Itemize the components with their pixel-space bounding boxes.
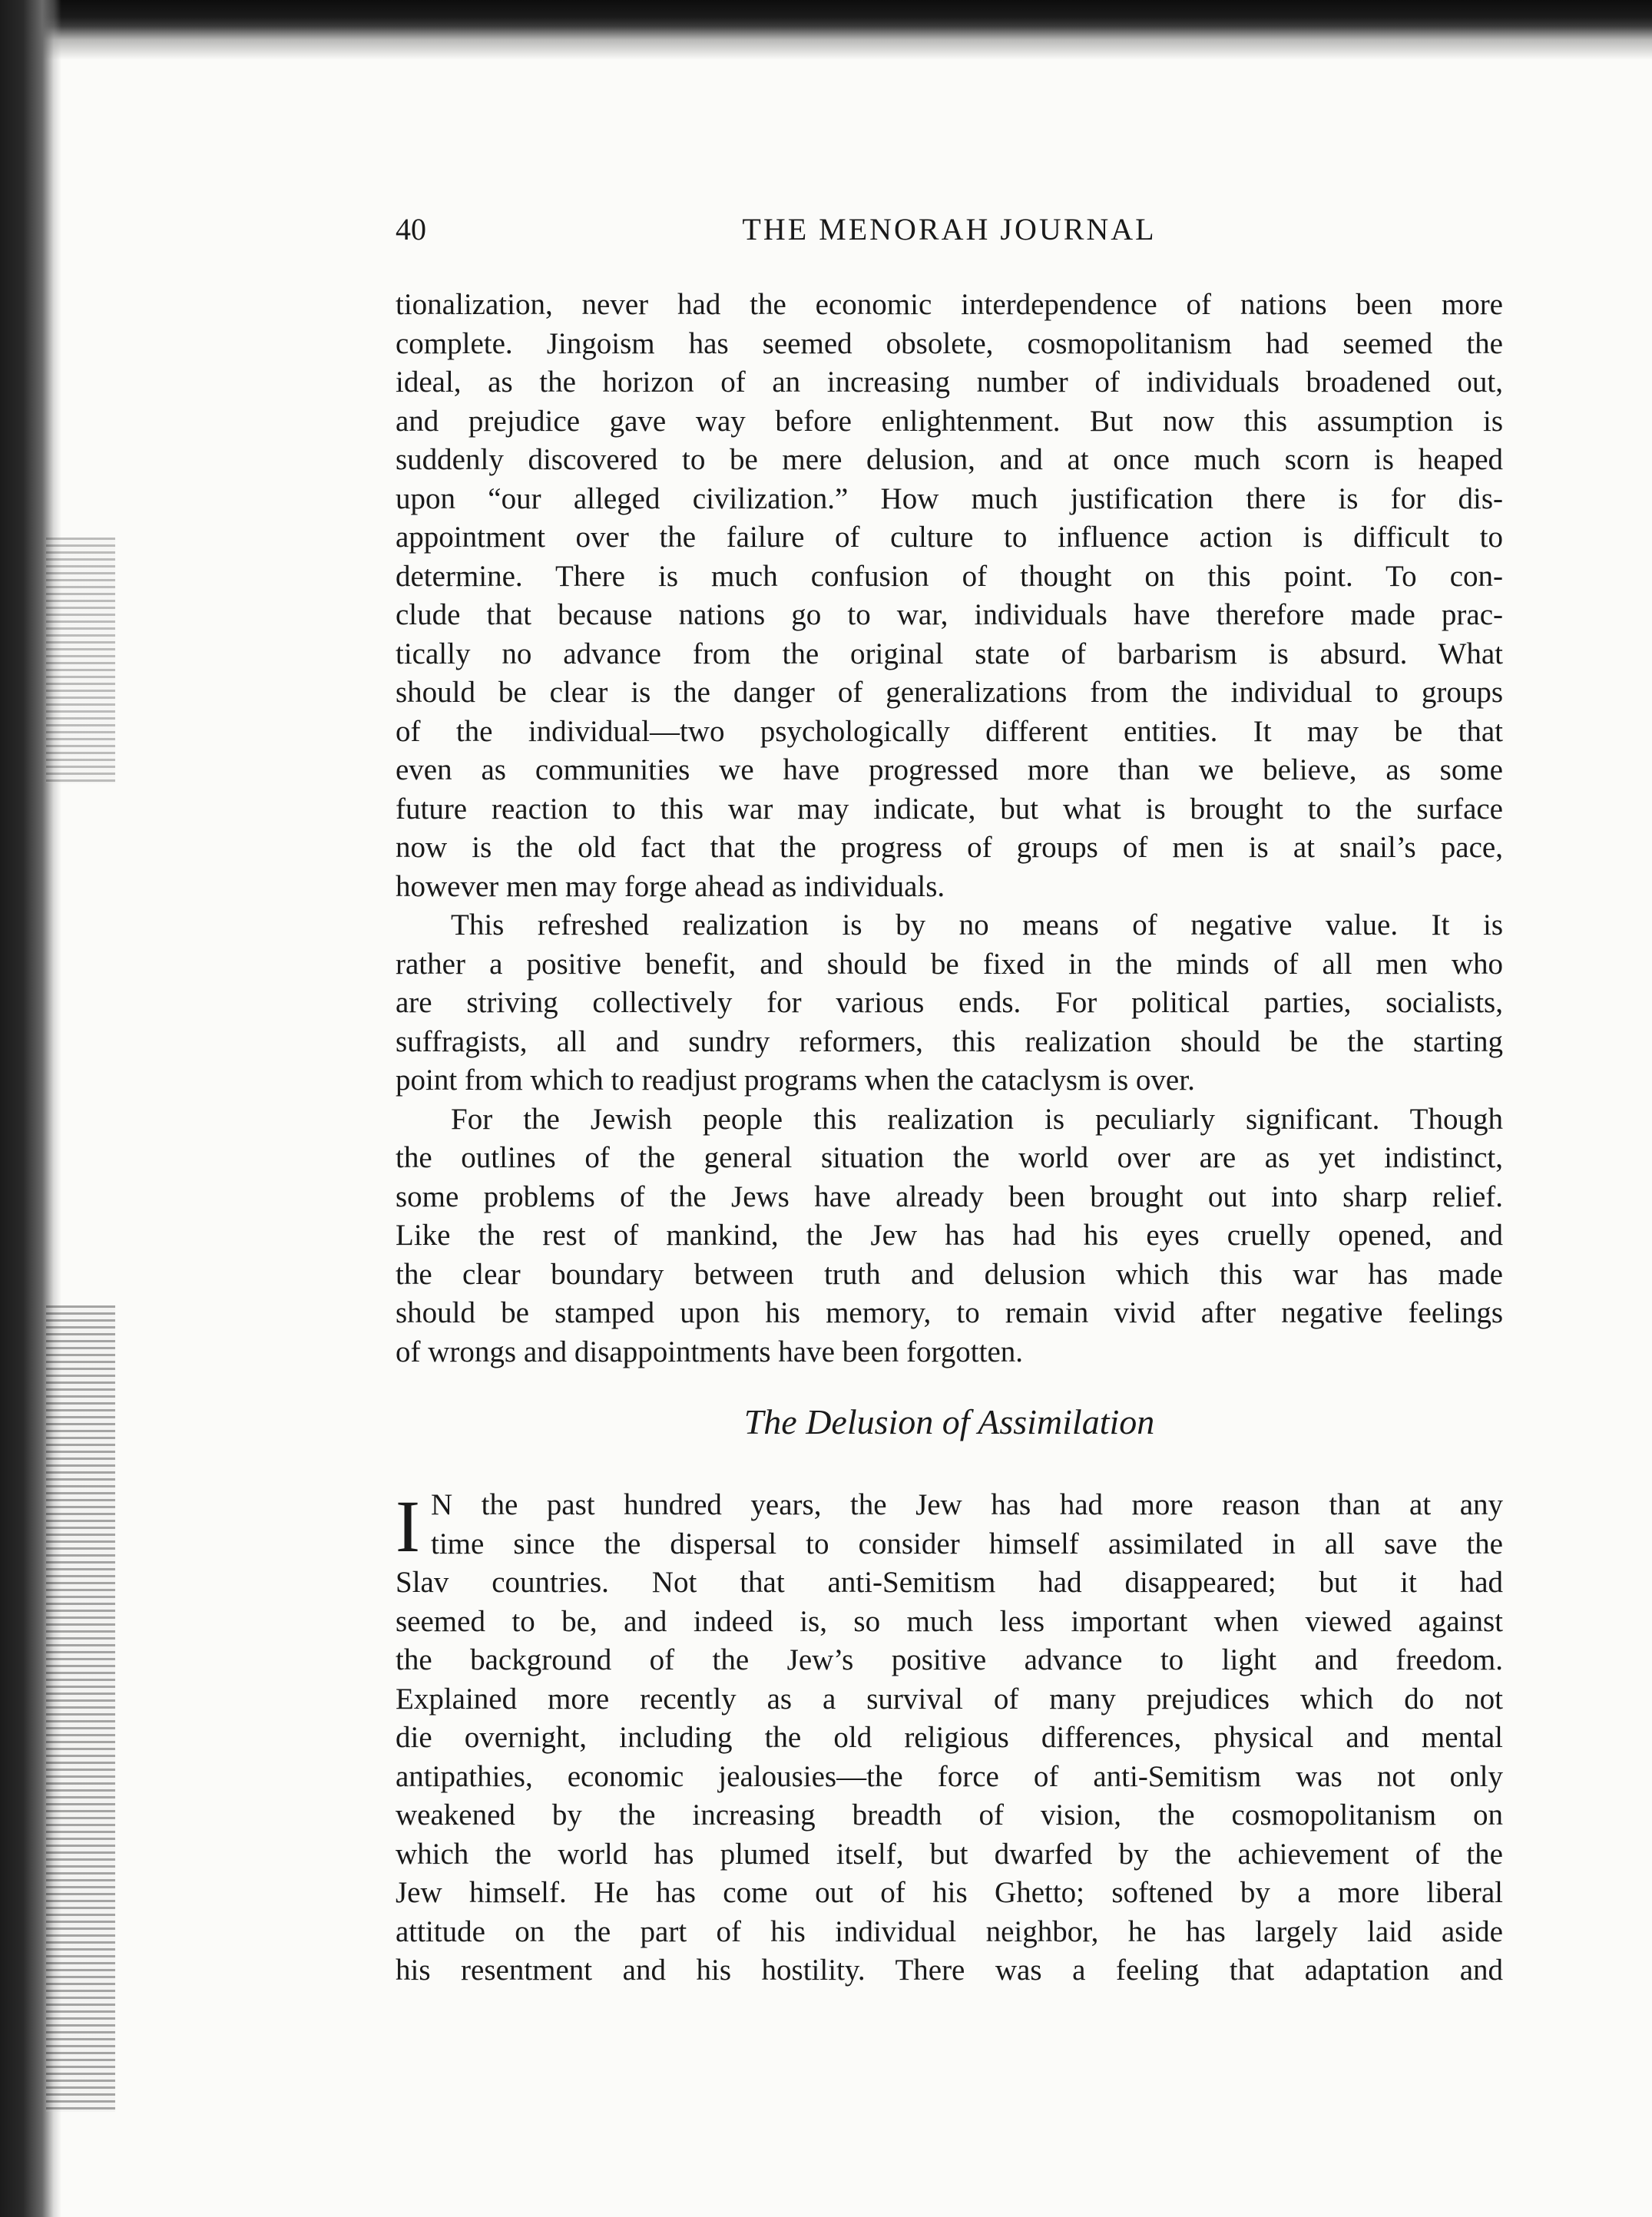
page-number: 40 <box>396 212 426 247</box>
text-line: suffragists, all and sundry reformers, this realization should be the starting <box>396 1024 1503 1058</box>
text-line: For the Jewish people this realization is peculiarly significant. Though <box>451 1102 1503 1136</box>
text-line: antipathies, economic jealousies—the force of anti-Semitism was not only <box>396 1759 1503 1793</box>
text-line: the outlines of the general situation the world over are as yet indistinct, <box>396 1141 1503 1174</box>
text-line: tically no advance from the original state of barbarism is absurd. What <box>396 637 1503 670</box>
text-line: weakened by the increasing breadth of vision, the cosmopolitanism on <box>396 1798 1503 1832</box>
text-line: suddenly discovered to be mere delusion, and at once much scorn is heaped <box>396 443 1503 476</box>
text-line: point from which to readjust programs when the cataclysm is over. <box>396 1064 1195 1097</box>
text-line: rather a positive benefit, and should be fixed in the minds of all men who <box>396 947 1503 981</box>
text-line: even as communities we have progressed more than we believe, as some <box>396 753 1503 786</box>
text-line: Slav countries. Not that anti-Semitism had disappeared; but it had <box>396 1566 1503 1599</box>
text-line: seemed to be, and indeed is, so much less important when viewed against <box>396 1604 1503 1638</box>
text-line: the clear boundary between truth and delusion which this war has made <box>396 1257 1503 1291</box>
page-header <box>396 211 1503 257</box>
text-line: now is the old fact that the progress of groups of men is at snail’s pace, <box>396 831 1503 864</box>
text-line: complete. Jingoism has seemed obsolete, cosmopolitanism had seemed the <box>396 326 1503 360</box>
text-line: of wrongs and disappointments have been forgotten. <box>396 1335 1024 1368</box>
drop-cap: I <box>396 1485 420 1567</box>
text-line: Explained more recently as a survival of many prejudices which do not <box>396 1682 1503 1716</box>
text-line: die overnight, including the old religious differences, physical and mental <box>396 1721 1503 1754</box>
scan-artifact <box>46 1305 115 2112</box>
text-line: appointment over the failure of culture to influence action is difficult to <box>396 521 1503 554</box>
scan-artifact <box>46 538 115 783</box>
text-line: future reaction to this war may indicate, but what is brought to the surface <box>396 792 1503 826</box>
text-line: determine. There is much confusion of thought on this point. To con- <box>396 559 1503 593</box>
paragraph <box>396 906 1503 1100</box>
text-line: should be clear is the danger of generalizations from the individual to groups <box>396 676 1503 709</box>
scan-edge-top <box>0 0 1652 61</box>
text-line: his resentment and his hostility. There was a feeling that adaptation and <box>396 1954 1503 1987</box>
running-head: THE MENORAH JOURNAL <box>742 212 1157 247</box>
body-text <box>396 286 1503 1372</box>
text-line: Like the rest of mankind, the Jew has had his eyes cruelly opened, and <box>396 1219 1503 1252</box>
text-line: clude that because nations go to war, individuals have therefore made prac- <box>396 598 1503 631</box>
text-line: of the individual—two psychologically different entities. It may be that <box>396 714 1503 748</box>
paragraph <box>396 1100 1503 1372</box>
text-line: attitude on the part of his individual neighbor, he has largely laid aside <box>396 1914 1503 1948</box>
text-line: Jew himself. He has come out of his Ghetto; softened by a more liberal <box>396 1876 1503 1909</box>
text-line: This refreshed realization is by no means of negative value. It is <box>451 908 1503 941</box>
text-line: the background of the Jew’s positive advance to light and freedom. <box>396 1643 1503 1676</box>
text-line: upon “our alleged civilization.” How much justification there is for dis- <box>396 481 1503 515</box>
paragraph <box>396 286 1503 906</box>
text-line: and prejudice gave way before enlightenment. But now this assumption is <box>396 404 1503 438</box>
section-heading: The Delusion of Assimilation <box>743 1402 1155 1441</box>
text-line: should be stamped upon his memory, to remain vivid after negative feelings <box>396 1296 1503 1329</box>
text-line: tionalization, never had the economic interdependence of nations been more <box>396 288 1503 321</box>
section-body <box>396 1486 1503 1990</box>
text-line: some problems of the Jews have already been brought out into sharp relief. <box>396 1180 1503 1213</box>
text-line: which the world has plumed itself, but dwarfed by the achievement of the <box>396 1837 1503 1871</box>
text-line: time since the dispersal to consider himself assimilated in all save the <box>431 1527 1503 1560</box>
text-line: however men may forge ahead as individuals. <box>396 869 945 903</box>
text-line: ideal, as the horizon of an increasing number of individuals broadened out, <box>396 366 1503 399</box>
text-line: N the past hundred years, the Jew has had more reason than at any <box>431 1488 1503 1521</box>
text-line: are striving collectively for various ends. For political parties, socialists, <box>396 986 1503 1019</box>
